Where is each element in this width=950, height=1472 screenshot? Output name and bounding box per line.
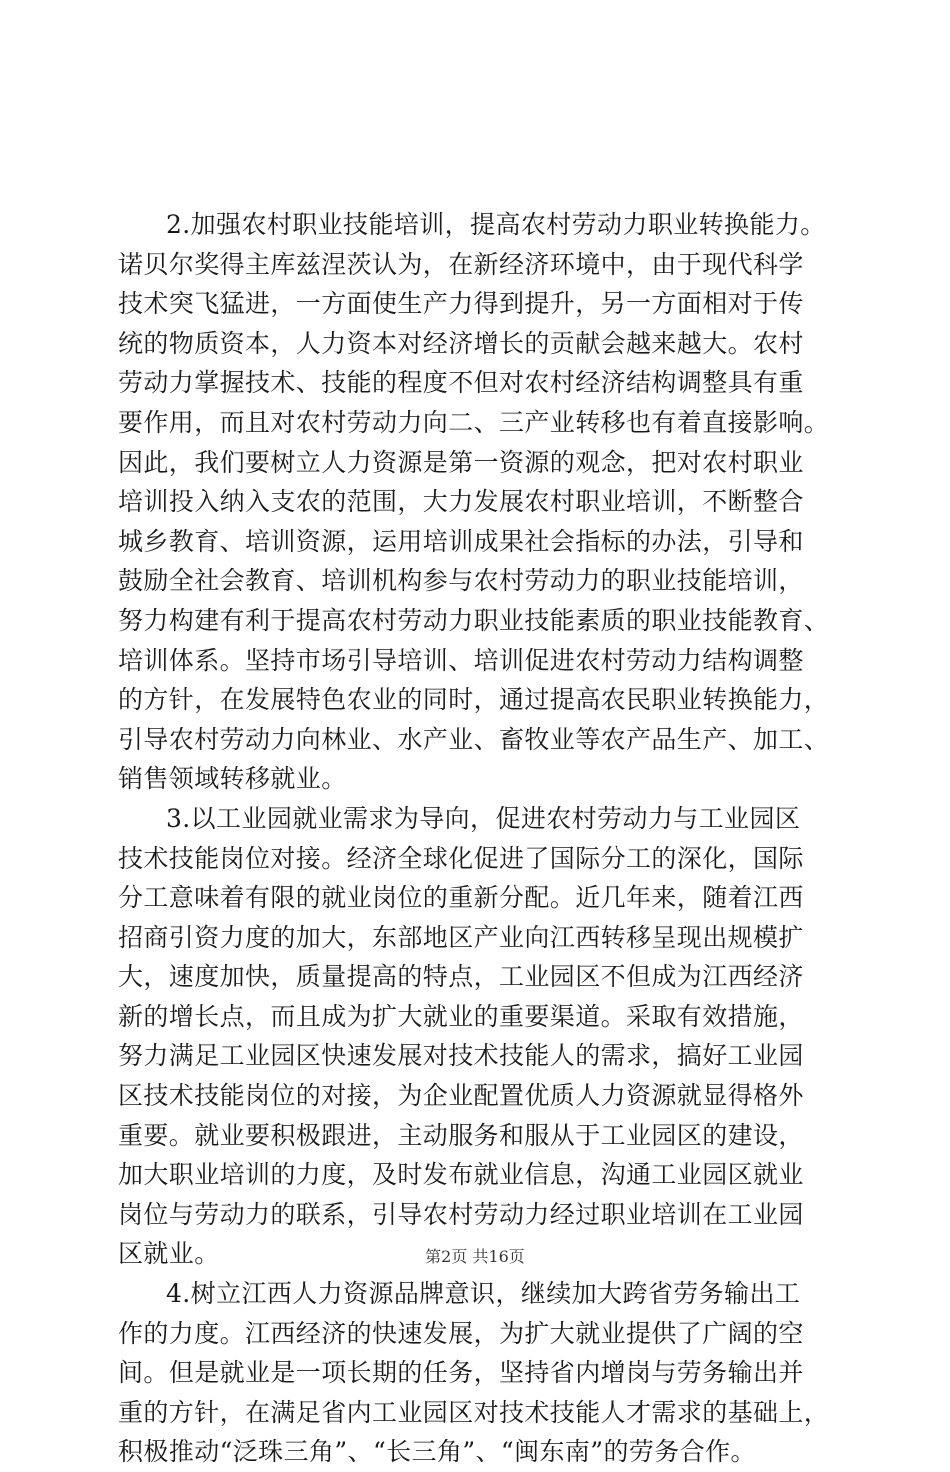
text-line: 大，速度加快，质量提高的特点，工业园区不但成为江西经济 bbox=[118, 962, 804, 992]
text-line: 技术技能岗位对接。经济全球化促进了国际分工的深化，国际 bbox=[118, 843, 804, 873]
text-line: 积极推动“泛珠三角”、“长三角”、“闽东南”的劳务合作。 bbox=[118, 1437, 756, 1467]
text-line: 3.以工业园就业需求为导向，促进农村劳动力与工业园区 bbox=[166, 803, 801, 833]
text-line: 间。但是就业是一项长期的任务，坚持省内增岗与劳务输出并 bbox=[118, 1358, 804, 1388]
text-line: 培训投入纳入支农的范围，大力发展农村职业培训，不断整合 bbox=[118, 487, 804, 517]
paragraph bbox=[118, 205, 830, 799]
text-line: 招商引资力度的加大，东部地区产业向江西转移呈现出规模扩 bbox=[118, 922, 804, 952]
page-number-label: 第2页 共16页 bbox=[425, 1247, 525, 1266]
text-line: 统的物质资本，人力资本对经济增长的贡献会越来越大。农村 bbox=[118, 328, 804, 358]
text-line: 努力构建有利于提高农村劳动力职业技能素质的职业技能教育、 bbox=[118, 605, 830, 635]
text-line: 要作用，而且对农村劳动力向二、三产业转移也有着直接影响。 bbox=[118, 407, 830, 437]
text-line: 因此，我们要树立人力资源是第一资源的观念，把对农村职业 bbox=[118, 447, 804, 477]
text-line: 4.树立江西人力资源品牌意识，继续加大跨省劳务输出工 bbox=[166, 1279, 801, 1309]
text-line: 的方针，在发展特色农业的同时，通过提高农民职业转换能力， bbox=[118, 685, 830, 715]
page-footer bbox=[0, 1244, 950, 1267]
text-line: 销售领域转移就业。 bbox=[118, 764, 347, 794]
text-line: 鼓励全社会教育、培训机构参与农村劳动力的职业技能培训， bbox=[118, 566, 804, 596]
text-line: 引导农村劳动力向林业、水产业、畜牧业等农产品生产、加工、 bbox=[118, 724, 830, 754]
text-line: 努力满足工业园区快速发展对技术技能人的需求，搞好工业园 bbox=[118, 1041, 804, 1071]
text-line: 重要。就业要积极跟进，主动服务和服从于工业园区的建设， bbox=[118, 1120, 804, 1150]
paragraph bbox=[118, 1274, 830, 1472]
text-line: 岗位与劳动力的联系，引导农村劳动力经过职业培训在工业园 bbox=[118, 1199, 804, 1229]
text-line: 重的方针，在满足省内工业园区对技术技能人才需求的基础上， bbox=[118, 1397, 830, 1427]
text-line: 区就业。 bbox=[118, 1239, 220, 1269]
text-line: 培训体系。坚持市场引导培训、培训促进农村劳动力结构调整 bbox=[118, 645, 804, 675]
text-line: 2.加强农村职业技能培训，提高农村劳动力职业转换能力。 bbox=[166, 210, 826, 239]
text-line: 加大职业培训的力度，及时发布就业信息，沟通工业园区就业 bbox=[118, 1160, 804, 1190]
text-line: 城乡教育、培训资源，运用培训成果社会指标的办法，引导和 bbox=[118, 526, 804, 556]
text-line: 技术突飞猛进，一方面使生产力得到提升，另一方面相对于传 bbox=[118, 289, 804, 319]
document-body bbox=[118, 205, 830, 1472]
text-line: 新的增长点，而且成为扩大就业的重要渠道。采取有效措施， bbox=[118, 1001, 804, 1031]
paragraph bbox=[118, 799, 830, 1274]
text-line: 劳动力掌握技术、技能的程度不但对农村经济结构调整具有重 bbox=[118, 368, 804, 398]
text-line: 分工意味着有限的就业岗位的重新分配。近几年来，随着江西 bbox=[118, 883, 804, 913]
text-line: 作的力度。江西经济的快速发展，为扩大就业提供了广阔的空 bbox=[118, 1318, 804, 1348]
text-line: 诺贝尔奖得主库兹涅茨认为，在新经济环境中，由于现代科学 bbox=[118, 249, 804, 279]
text-line: 区技术技能岗位的对接，为企业配置优质人力资源就显得格外 bbox=[118, 1081, 804, 1111]
